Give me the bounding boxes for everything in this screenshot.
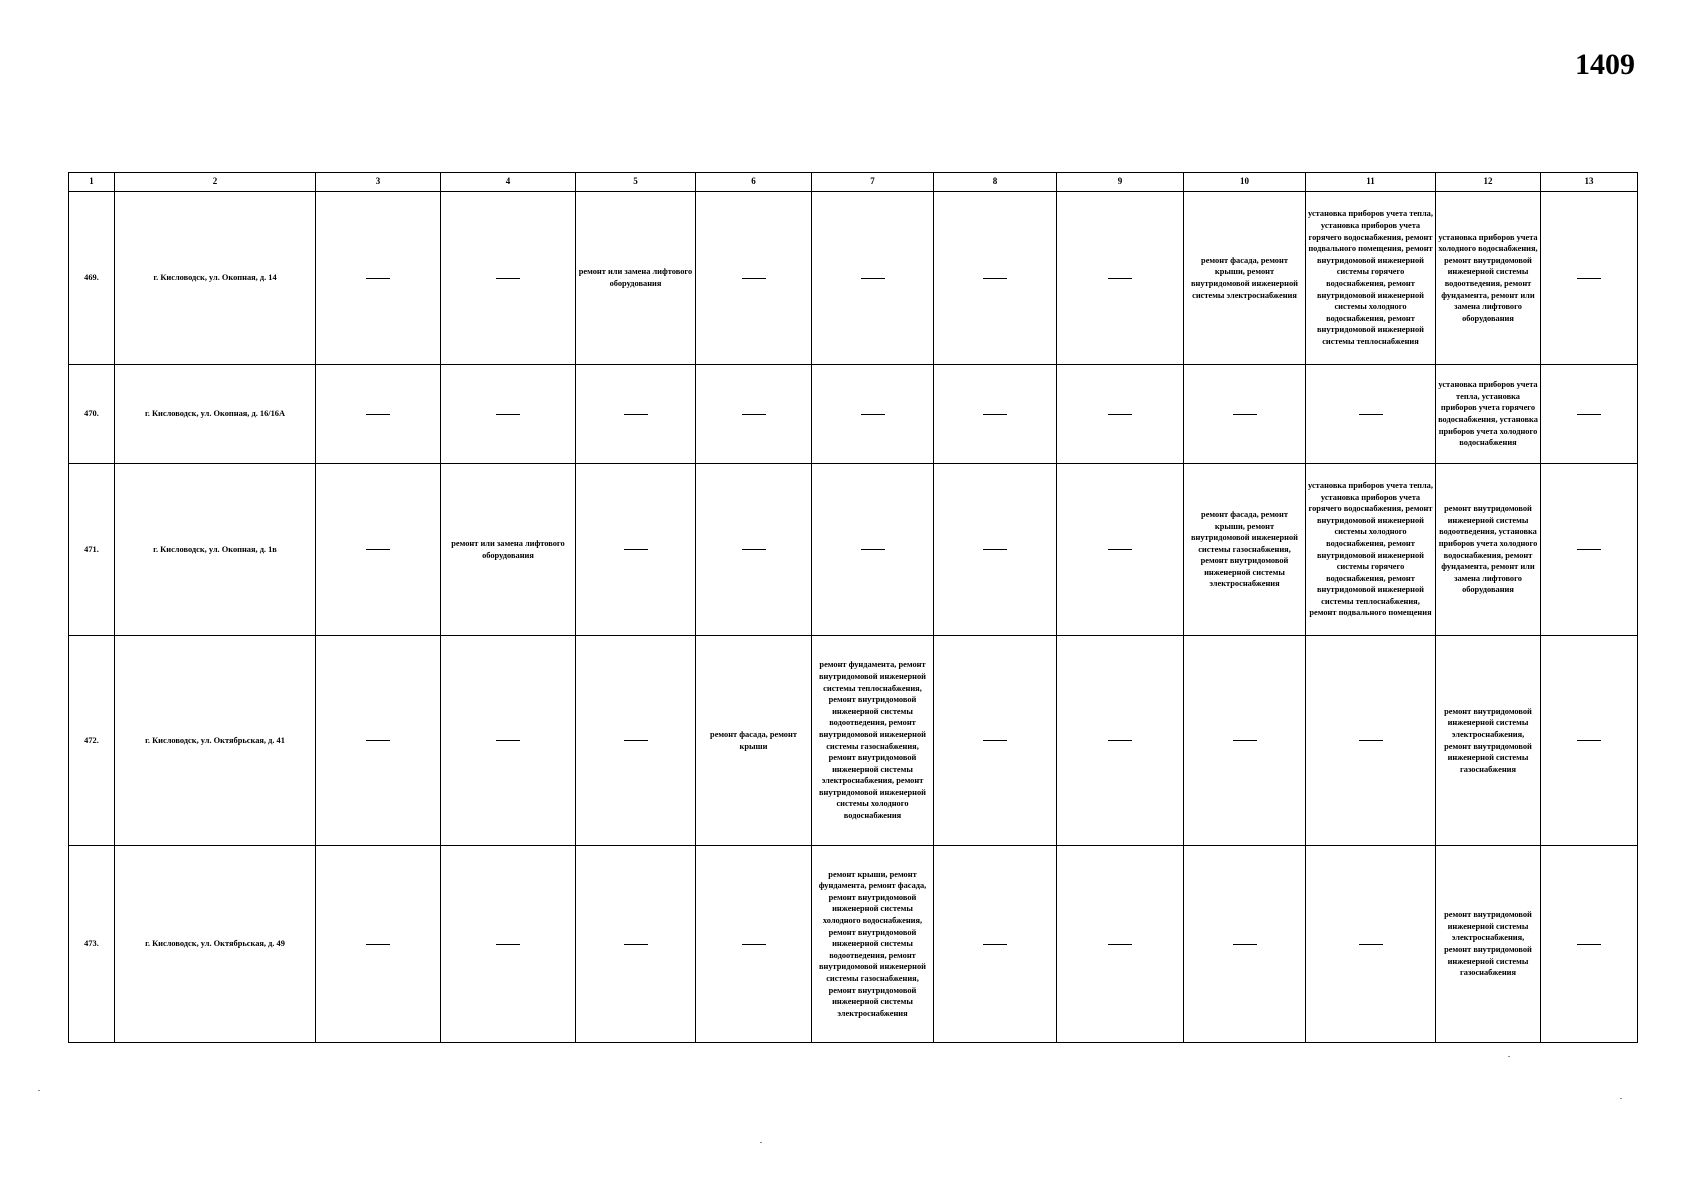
- dash-mark: [742, 278, 766, 279]
- empty-cell-dash: [1057, 636, 1184, 846]
- empty-cell-dash: [576, 846, 696, 1043]
- dash-mark: [624, 549, 648, 550]
- scan-speck: [1508, 1056, 1510, 1057]
- repair-works-cell: ремонт внутридомовой инженерной системы электроснабжения, ремонт внутридомовой инженерной системы газоснабжения: [1436, 636, 1541, 846]
- column-number-header: 6: [696, 173, 812, 192]
- empty-cell-dash: [1057, 192, 1184, 365]
- page-number: 1409: [1575, 48, 1635, 81]
- dash-mark: [496, 740, 520, 741]
- capital-repair-table: [68, 172, 1638, 1043]
- empty-cell-dash: [316, 636, 441, 846]
- empty-cell-dash: [316, 365, 441, 464]
- row-number: 470.: [69, 365, 115, 464]
- column-number-header: 7: [812, 173, 934, 192]
- table-row: [69, 464, 1638, 636]
- dash-mark: [1359, 944, 1383, 945]
- dash-mark: [624, 414, 648, 415]
- dash-mark: [366, 740, 390, 741]
- empty-cell-dash: [1541, 464, 1638, 636]
- empty-cell-dash: [934, 636, 1057, 846]
- repair-works-cell: ремонт или замена лифтового оборудования: [441, 464, 576, 636]
- empty-cell-dash: [934, 846, 1057, 1043]
- column-number-header: 4: [441, 173, 576, 192]
- address-cell: г. Кисловодск, ул. Окопная, д. 14: [115, 192, 316, 365]
- scan-speck: [38, 1090, 40, 1091]
- dash-mark: [496, 414, 520, 415]
- table-row: [69, 365, 1638, 464]
- table-row: [69, 846, 1638, 1043]
- repair-works-cell: установка приборов учета тепла, установка приборов учета горячего водоснабжения, ремонт подвального помещения, ремонт внутридомовой инженерной системы горячего водоснабжения, ремонт внутридомовой инженерной системы холодного водоснабжения, ремонт внутридомовой инженерной системы теплоснабжения: [1306, 192, 1436, 365]
- table-row: [69, 192, 1638, 365]
- dash-mark: [1108, 944, 1132, 945]
- empty-cell-dash: [316, 192, 441, 365]
- repair-works-cell: ремонт крыши, ремонт фундамента, ремонт фасада, ремонт внутридомовой инженерной системы холодного водоснабжения, ремонт внутридомовой инженерной системы водоотведения, ремонт внутридомовой инженерной системы газоснабжения, ремонт внутридомовой инженерной системы электроснабжения: [812, 846, 934, 1043]
- scan-speck: [1620, 1098, 1622, 1099]
- column-number-header: 3: [316, 173, 441, 192]
- column-number-header: 12: [1436, 173, 1541, 192]
- empty-cell-dash: [441, 846, 576, 1043]
- dash-mark: [861, 549, 885, 550]
- table-body: [69, 192, 1638, 1043]
- empty-cell-dash: [1306, 365, 1436, 464]
- column-number-header-row: [69, 173, 1638, 192]
- dash-mark: [742, 414, 766, 415]
- repair-works-cell: ремонт фасада, ремонт крыши, ремонт внутридомовой инженерной системы электроснабжения: [1184, 192, 1306, 365]
- empty-cell-dash: [1541, 365, 1638, 464]
- column-number-header: 2: [115, 173, 316, 192]
- dash-mark: [1577, 414, 1601, 415]
- dash-mark: [1577, 944, 1601, 945]
- scan-speck: [760, 1142, 762, 1143]
- empty-cell-dash: [441, 636, 576, 846]
- repair-works-cell: ремонт внутридомовой инженерной системы водоотведения, установка приборов учета холодного водоснабжения, ремонт фундамента, ремонт или замена лифтового оборудования: [1436, 464, 1541, 636]
- dash-mark: [624, 944, 648, 945]
- dash-mark: [366, 549, 390, 550]
- dash-mark: [496, 944, 520, 945]
- address-cell: г. Кисловодск, ул. Октябрьская, д. 49: [115, 846, 316, 1043]
- empty-cell-dash: [1306, 846, 1436, 1043]
- repair-works-cell: ремонт внутридомовой инженерной системы электроснабжения, ремонт внутридомовой инженерной системы газоснабжения: [1436, 846, 1541, 1043]
- empty-cell-dash: [934, 464, 1057, 636]
- empty-cell-dash: [812, 192, 934, 365]
- dash-mark: [366, 278, 390, 279]
- column-number-header: 9: [1057, 173, 1184, 192]
- empty-cell-dash: [441, 365, 576, 464]
- empty-cell-dash: [1184, 365, 1306, 464]
- row-number: 471.: [69, 464, 115, 636]
- empty-cell-dash: [1057, 846, 1184, 1043]
- repair-works-cell: установка приборов учета тепла, установка приборов учета горячего водоснабжения, установка приборов учета холодного водоснабжения: [1436, 365, 1541, 464]
- dash-mark: [742, 944, 766, 945]
- empty-cell-dash: [1541, 192, 1638, 365]
- dash-mark: [366, 414, 390, 415]
- address-cell: г. Кисловодск, ул. Окопная, д. 16/16А: [115, 365, 316, 464]
- row-number: 469.: [69, 192, 115, 365]
- row-number: 473.: [69, 846, 115, 1043]
- dash-mark: [861, 278, 885, 279]
- dash-mark: [1359, 414, 1383, 415]
- dash-mark: [1233, 414, 1257, 415]
- dash-mark: [861, 414, 885, 415]
- dash-mark: [1108, 278, 1132, 279]
- dash-mark: [742, 549, 766, 550]
- empty-cell-dash: [696, 846, 812, 1043]
- empty-cell-dash: [934, 192, 1057, 365]
- dash-mark: [366, 944, 390, 945]
- dash-mark: [1577, 740, 1601, 741]
- dash-mark: [1108, 549, 1132, 550]
- column-number-header: 10: [1184, 173, 1306, 192]
- dash-mark: [1233, 740, 1257, 741]
- empty-cell-dash: [934, 365, 1057, 464]
- dash-mark: [1108, 740, 1132, 741]
- empty-cell-dash: [1306, 636, 1436, 846]
- repair-works-cell: ремонт фасада, ремонт крыши: [696, 636, 812, 846]
- empty-cell-dash: [316, 846, 441, 1043]
- empty-cell-dash: [696, 365, 812, 464]
- empty-cell-dash: [696, 192, 812, 365]
- repair-works-cell: ремонт или замена лифтового оборудования: [576, 192, 696, 365]
- row-number: 472.: [69, 636, 115, 846]
- empty-cell-dash: [812, 464, 934, 636]
- column-number-header: 8: [934, 173, 1057, 192]
- empty-cell-dash: [1184, 846, 1306, 1043]
- empty-cell-dash: [1057, 464, 1184, 636]
- empty-cell-dash: [812, 365, 934, 464]
- empty-cell-dash: [1057, 365, 1184, 464]
- dash-mark: [983, 414, 1007, 415]
- dash-mark: [1359, 740, 1383, 741]
- empty-cell-dash: [441, 192, 576, 365]
- empty-cell-dash: [576, 464, 696, 636]
- empty-cell-dash: [576, 365, 696, 464]
- column-number-header: 5: [576, 173, 696, 192]
- dash-mark: [1577, 549, 1601, 550]
- repair-works-cell: установка приборов учета тепла, установка приборов учета горячего водоснабжения, ремонт внутридомовой инженерной системы холодного водоснабжения, ремонт внутридомовой инженерной системы горячего водоснабжения, ремонт внутридомовой инженерной системы теплоснабжения, ремонт подвального помещения: [1306, 464, 1436, 636]
- empty-cell-dash: [1541, 846, 1638, 1043]
- empty-cell-dash: [576, 636, 696, 846]
- dash-mark: [1108, 414, 1132, 415]
- column-number-header: 13: [1541, 173, 1638, 192]
- column-number-header: 1: [69, 173, 115, 192]
- dash-mark: [496, 278, 520, 279]
- dash-mark: [1233, 944, 1257, 945]
- repair-works-cell: ремонт фундамента, ремонт внутридомовой инженерной системы теплоснабжения, ремонт внутридомовой инженерной системы водоотведения, ремонт внутридомовой инженерной системы газоснабжения, ремонт внутридомовой инженерной системы электроснабжения, ремонт внутридомовой инженерной системы холодного водоснабжения: [812, 636, 934, 846]
- dash-mark: [983, 278, 1007, 279]
- dash-mark: [983, 549, 1007, 550]
- column-number-header: 11: [1306, 173, 1436, 192]
- empty-cell-dash: [1541, 636, 1638, 846]
- dash-mark: [624, 740, 648, 741]
- dash-mark: [983, 944, 1007, 945]
- address-cell: г. Кисловодск, ул. Октябрьская, д. 41: [115, 636, 316, 846]
- table-row: [69, 636, 1638, 846]
- empty-cell-dash: [1184, 636, 1306, 846]
- empty-cell-dash: [316, 464, 441, 636]
- dash-mark: [1577, 278, 1601, 279]
- address-cell: г. Кисловодск, ул. Окопная, д. 1в: [115, 464, 316, 636]
- dash-mark: [983, 740, 1007, 741]
- empty-cell-dash: [696, 464, 812, 636]
- repair-works-cell: установка приборов учета холодного водоснабжения, ремонт внутридомовой инженерной системы водоотведения, ремонт фундамента, ремонт или замена лифтового оборудования: [1436, 192, 1541, 365]
- repair-works-cell: ремонт фасада, ремонт крыши, ремонт внутридомовой инженерной системы газоснабжения, ремонт внутридомовой инженерной системы электроснабжения: [1184, 464, 1306, 636]
